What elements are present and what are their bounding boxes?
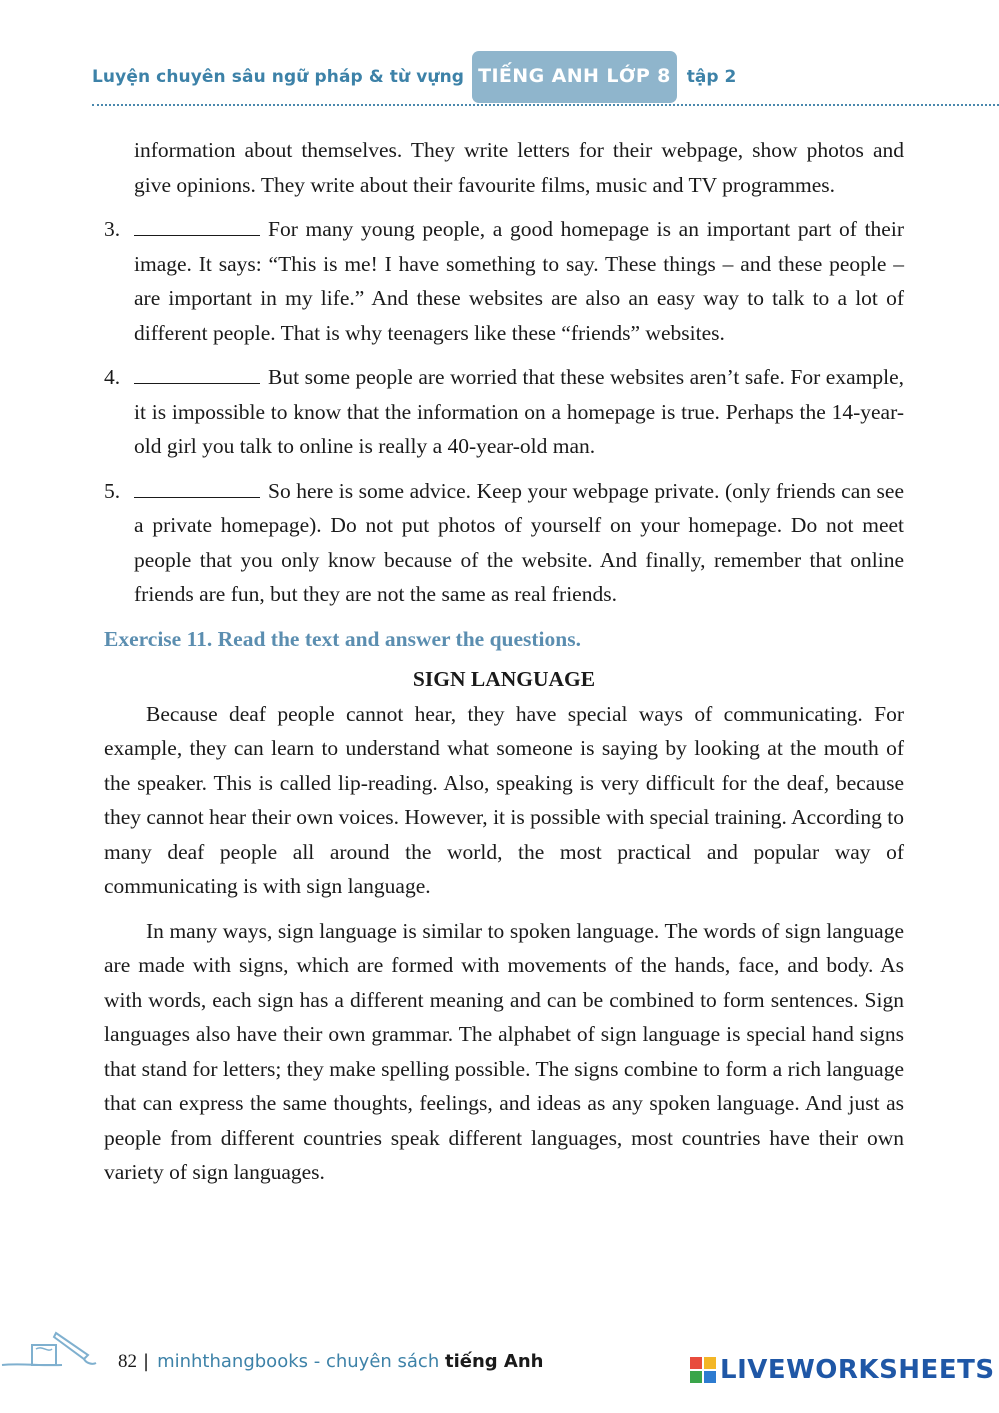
- book-series-title: Luyện chuyên sâu ngữ pháp & từ vựng: [92, 67, 465, 87]
- item-text: So here is some advice. Keep your webpage private. (only friends can see a private homepage). Do not put photos of yourself on your homepage. Do not meet people that you only know because of the website. And finally, remember that online friends are fun, but they are not the same as real friends.: [134, 478, 904, 606]
- item-number: 4.: [104, 365, 121, 389]
- answer-blank[interactable]: [134, 363, 260, 384]
- page-footer: [0, 1325, 999, 1395]
- reading-title: SIGN LANGUAGE: [412, 667, 596, 691]
- liveworksheets-logo-icon: [690, 1357, 716, 1383]
- watermark-text: LIVEWORKSHEETS: [720, 1355, 995, 1385]
- volume-label: tập 2: [686, 67, 737, 87]
- footer-separator: |: [143, 1351, 150, 1372]
- reading-paragraph: In many ways, sign language is similar to spoken language. The words of sign language are made with signs, which are formed with movements of the hands, face, and body. As with words, each sign has a different meaning and can be combined to form sentences. Sign languages also have their own grammar. The alphabet of sign language is special hand signs that stand for letters; they make spelling possible. The signs combine to form a rich language that can express the same thoughts, feelings, and ideas as any spoken language. And just as people from different countries speak different languages, most countries have their own variety of sign languages.: [104, 918, 904, 1184]
- exercise-heading: Exercise 11. Read the text and answer the questions.: [104, 626, 581, 651]
- liveworksheets-watermark: [690, 1355, 995, 1385]
- reading-paragraph: Because deaf people cannot hear, they have special ways of communicating. For example, they can learn to understand what someone is saying by looking at the mouth of the speaker. This is called lip-reading. Also, speaking is very difficult for the deaf, because they cannot hear their own voices. However, it is possible with special training. According to many deaf people all around the world, the most practical and popular way of communicating is with sign language.: [104, 701, 904, 898]
- page-header: [92, 48, 736, 106]
- page-number: 82: [118, 1351, 137, 1372]
- answer-blank[interactable]: [134, 477, 260, 498]
- page-content: [104, 133, 904, 1190]
- publisher-tagline: tiếng Anh: [444, 1351, 544, 1372]
- item-text: But some people are worried that these websites aren’t safe. For example, it is impossible to know that the information on a homepage is true. Perhaps the 14-year-old girl you talk to online is really a 40-year-old man.: [134, 365, 904, 458]
- continued-paragraph: information about themselves. They write letters for their webpage, show photos and give opinions. They write about their favourite films, music and TV programmes.: [134, 138, 904, 197]
- pen-writing-icon: [0, 1325, 100, 1375]
- item-number: 5.: [104, 478, 121, 503]
- list-item: [104, 360, 904, 464]
- publisher-name: minhthangbooks - chuyên sách: [157, 1351, 440, 1372]
- book-title-badge: TIẾNG ANH LỚP 8: [472, 51, 677, 103]
- item-number: 3.: [104, 217, 121, 241]
- item-text: For many young people, a good homepage is an important part of their image. It says: “This is me! I have something to say. These things – and these people – are important in my life.” And these websites are also an easy way to talk to a lot of different people. That is why teenagers like these “friends” websites.: [134, 217, 904, 345]
- list-item: [104, 212, 904, 350]
- header-divider: [92, 104, 999, 106]
- list-item: [104, 474, 904, 612]
- footer-credit: [118, 1351, 543, 1373]
- answer-blank[interactable]: [134, 215, 260, 236]
